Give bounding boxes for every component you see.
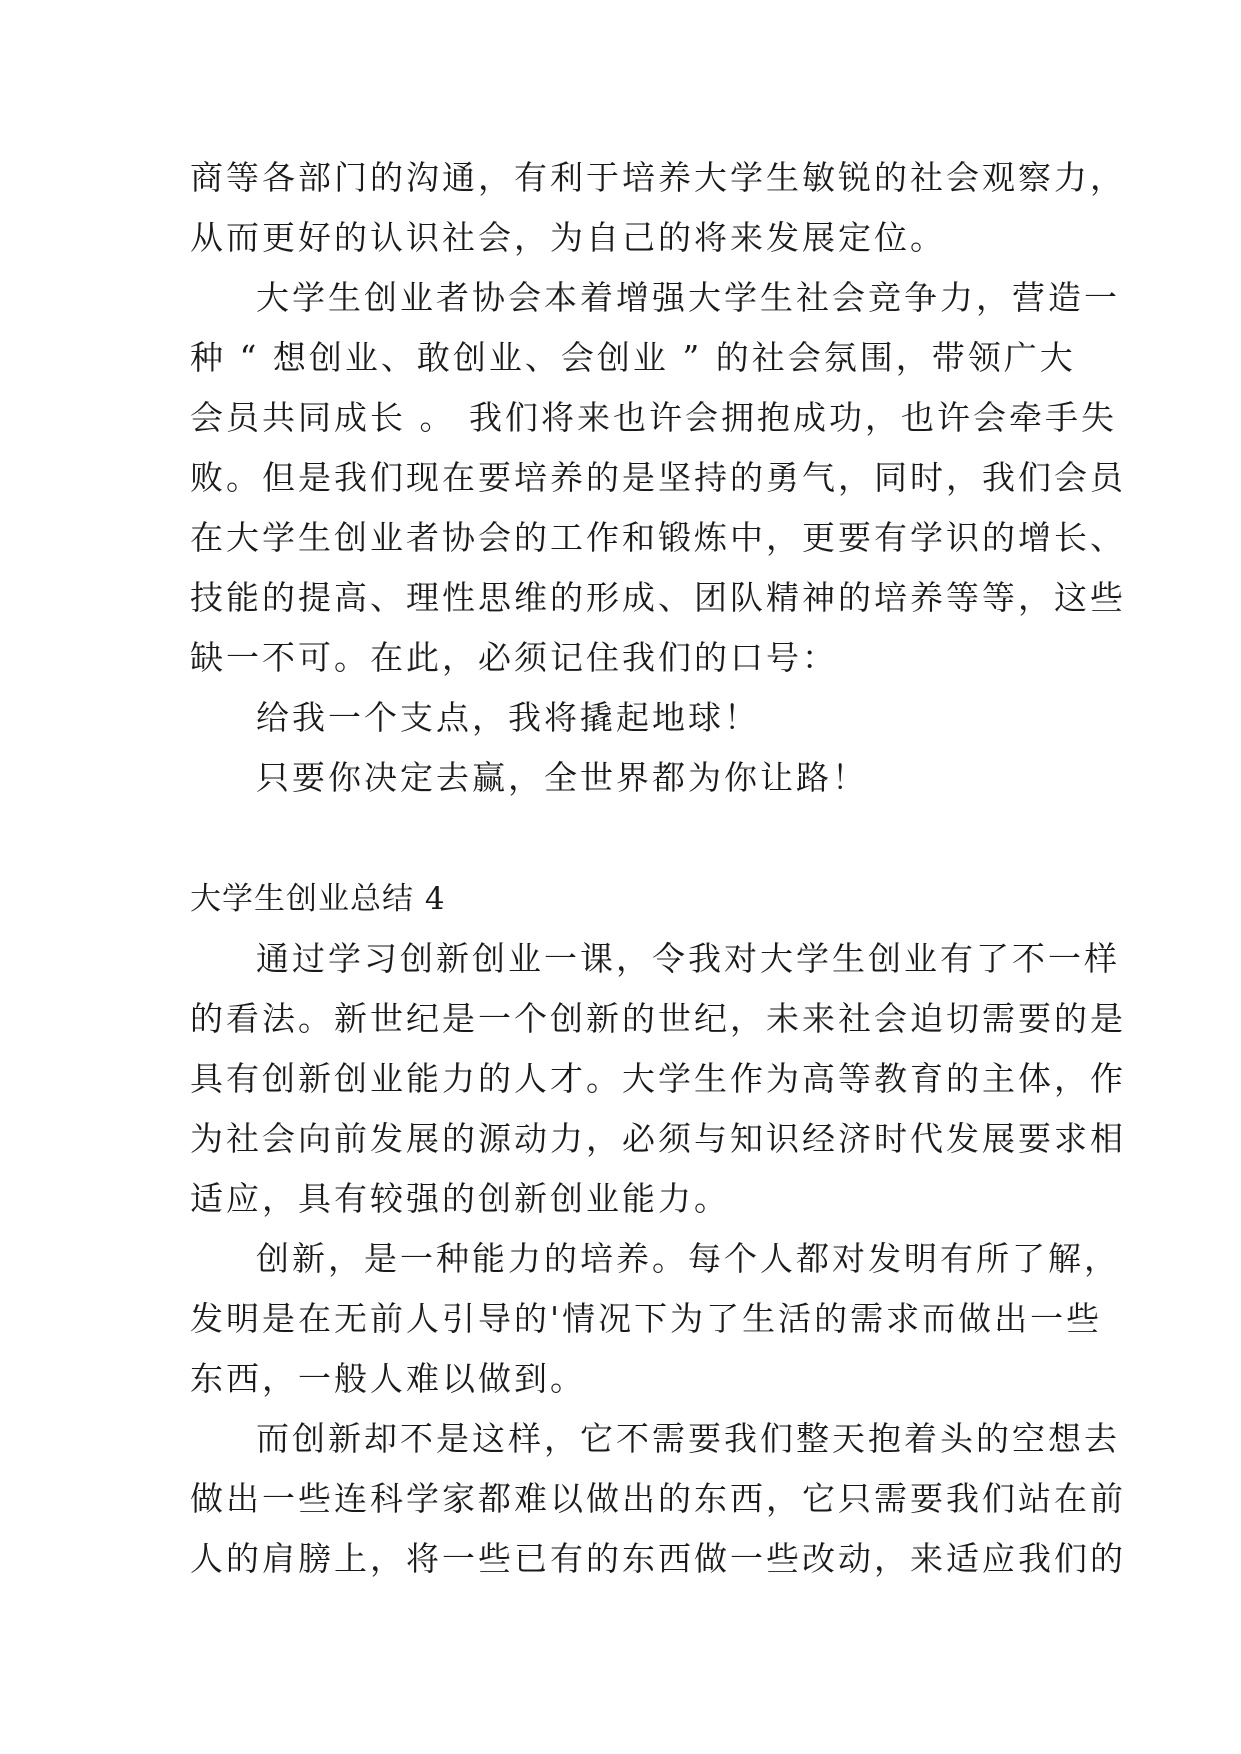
text-line: 败。但是我们现在要培养的是坚持的勇气，同时，我们会员 [190, 458, 1126, 497]
section-heading: 大学生创业总结 4 [190, 881, 446, 917]
document-page [190, 148, 1126, 1589]
text-line: 做出一些连科学家都难以做出的东西，它只需要我们站在前 [190, 1479, 1126, 1518]
text-line: 大学生创业者协会本着增强大学生社会竞争力，营造一 [256, 278, 1120, 317]
text-line: 在大学生创业者协会的工作和锻炼中，更要有学识的增长、 [190, 518, 1126, 557]
text-line: 人的肩膀上，将一些已有的东西做一些改动，来适应我们的 [190, 1539, 1126, 1578]
text-line: 种 “ 想创业、敢创业、会创业 ” 的社会氛围，带领广大 [190, 338, 1076, 377]
text-line: 为社会向前发展的源动力，必须与知识经济时代发展要求相 [190, 1119, 1126, 1158]
text-line: 技能的提高、理性思维的形成、团队精神的培养等等，这些 [190, 578, 1126, 617]
paragraph-5 [190, 1409, 1126, 1589]
paragraph-4 [190, 1229, 1120, 1409]
text-line: 从而更好的认识社会，为自己的将来发展定位。 [190, 218, 946, 257]
text-line: 东西，一般人难以做到。 [190, 1359, 586, 1398]
paragraph-2 [190, 268, 1126, 688]
slogan-1: 给我一个支点，我将撬起地球！ [256, 698, 760, 737]
text-line: 通过学习创新创业一课，令我对大学生创业有了不一样 [256, 939, 1120, 978]
text-line: 缺一不可。在此，必须记住我们的口号： [190, 638, 838, 677]
text-line: 而创新却不是这样，它不需要我们整天抱着头的空想去 [256, 1419, 1120, 1458]
paragraph-3 [190, 929, 1126, 1229]
text-line: 具有创新创业能力的人才。大学生作为高等教育的主体，作 [190, 1059, 1126, 1098]
slogan-2: 只要你决定去赢，全世界都为你让路！ [256, 758, 868, 797]
text-line: 适应，具有较强的创新创业能力。 [190, 1179, 730, 1218]
section-gap [190, 808, 1060, 869]
text-line: 的看法。新世纪是一个创新的世纪，未来社会迫切需要的是 [190, 999, 1126, 1038]
paragraph-1 [190, 148, 1126, 268]
text-line: 会员共同成长 。 我们将来也许会拥抱成功，也许会牵手失 [190, 398, 1117, 437]
text-line: 发明是在无前人引导的'情况下为了生活的需求而做出一些 [190, 1299, 1103, 1338]
text-line: 商等各部门的沟通，有利于培养大学生敏锐的社会观察力， [190, 158, 1126, 197]
text-line: 创新，是一种能力的培养。每个人都对发明有所了解， [256, 1239, 1120, 1278]
